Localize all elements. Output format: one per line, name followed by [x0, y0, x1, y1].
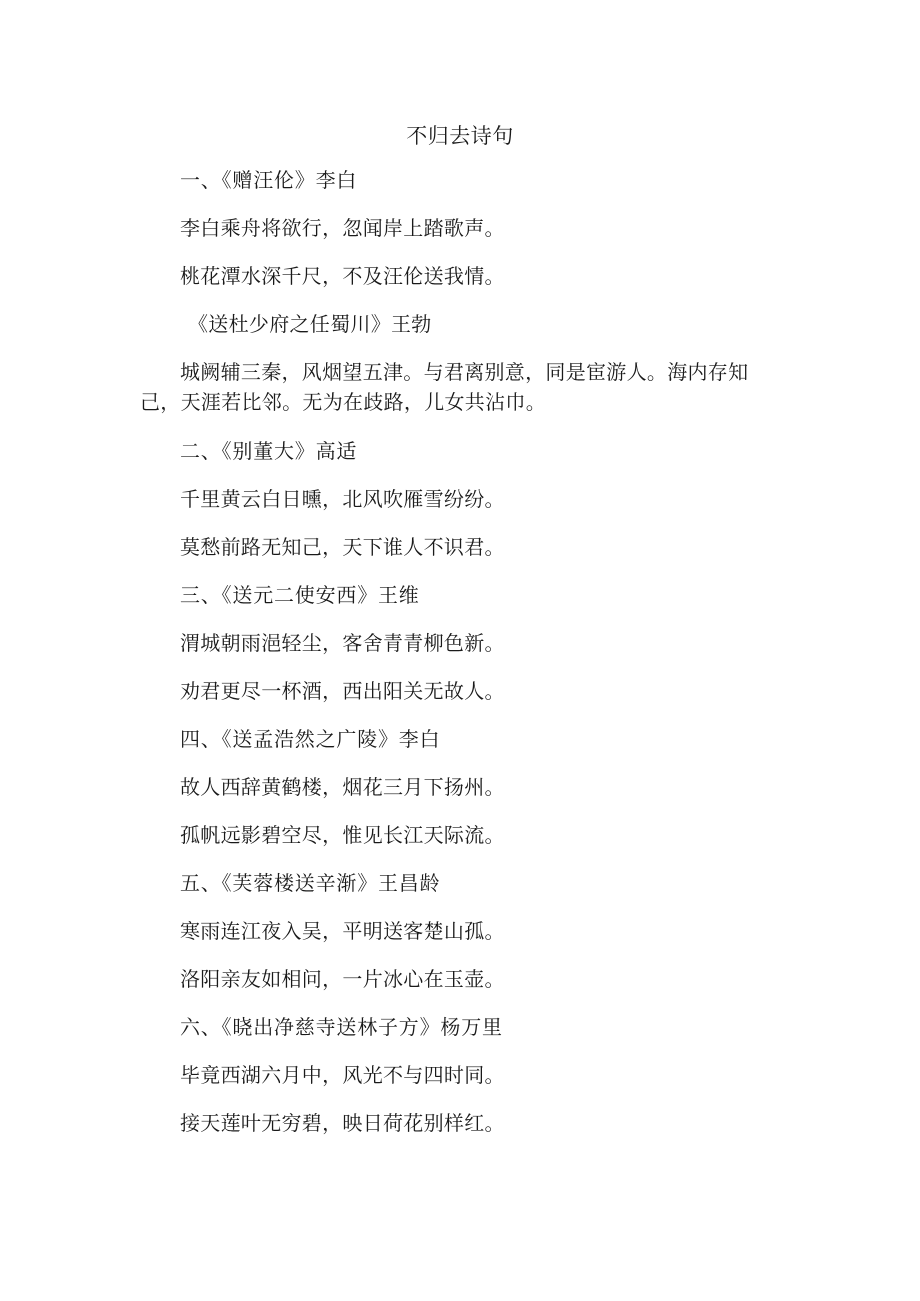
- poem-line: 劝君更尽一杯酒，西出阳关无故人。: [180, 679, 505, 703]
- poem-heading: 一、《赠汪伦》李白: [180, 168, 358, 192]
- poem-line: 故人西辞黄鹤楼，烟花三月下扬州。: [180, 775, 505, 799]
- poem-line: 桃花潭水深千尺，不及汪伦送我情。: [180, 264, 505, 288]
- poem-line: 千里黄云白日曛，北风吹雁雪纷纷。: [180, 487, 505, 511]
- document-body: [140, 165, 780, 1156]
- poem-line: 李白乘舟将欲行，忽闻岸上踏歌声。: [180, 216, 505, 240]
- poem-line: 渭城朝雨浥轻尘，客舍青青柳色新。: [180, 631, 505, 655]
- poem-line: 洛阳亲友如相问，一片冰心在玉壶。: [180, 967, 505, 991]
- poem-heading: 六、《晓出净慈寺送林子方》杨万里: [180, 1015, 503, 1039]
- poem-line: 毕竟西湖六月中，风光不与四时同。: [180, 1063, 505, 1087]
- page-title: 不归去诗句: [406, 124, 514, 148]
- poem-line: 莫愁前路无知己，天下谁人不识君。: [180, 535, 505, 559]
- poem-line: 孤帆远影碧空尽，惟见长江天际流。: [180, 823, 505, 847]
- poem-heading: 五、《芙蓉楼送辛渐》王昌龄: [180, 871, 441, 895]
- poem-heading: 三、《送元二使安西》王维: [180, 583, 420, 607]
- poem-heading: 《送杜少府之任蜀川》王勃: [188, 312, 432, 336]
- poem-heading: 二、《别董大》高适: [180, 439, 358, 463]
- poem-line: 城阙辅三秦，风烟望五津。与君离别意，同是宦游人。海内存知己，天涯若比邻。无为在歧路，儿女共沾巾。: [140, 360, 749, 414]
- poem-line: 寒雨连江夜入吴，平明送客楚山孤。: [180, 919, 505, 943]
- poem-heading: 四、《送孟浩然之广陵》李白: [180, 727, 441, 751]
- poem-line: 接天莲叶无穷碧，映日荷花别样红。: [180, 1111, 505, 1135]
